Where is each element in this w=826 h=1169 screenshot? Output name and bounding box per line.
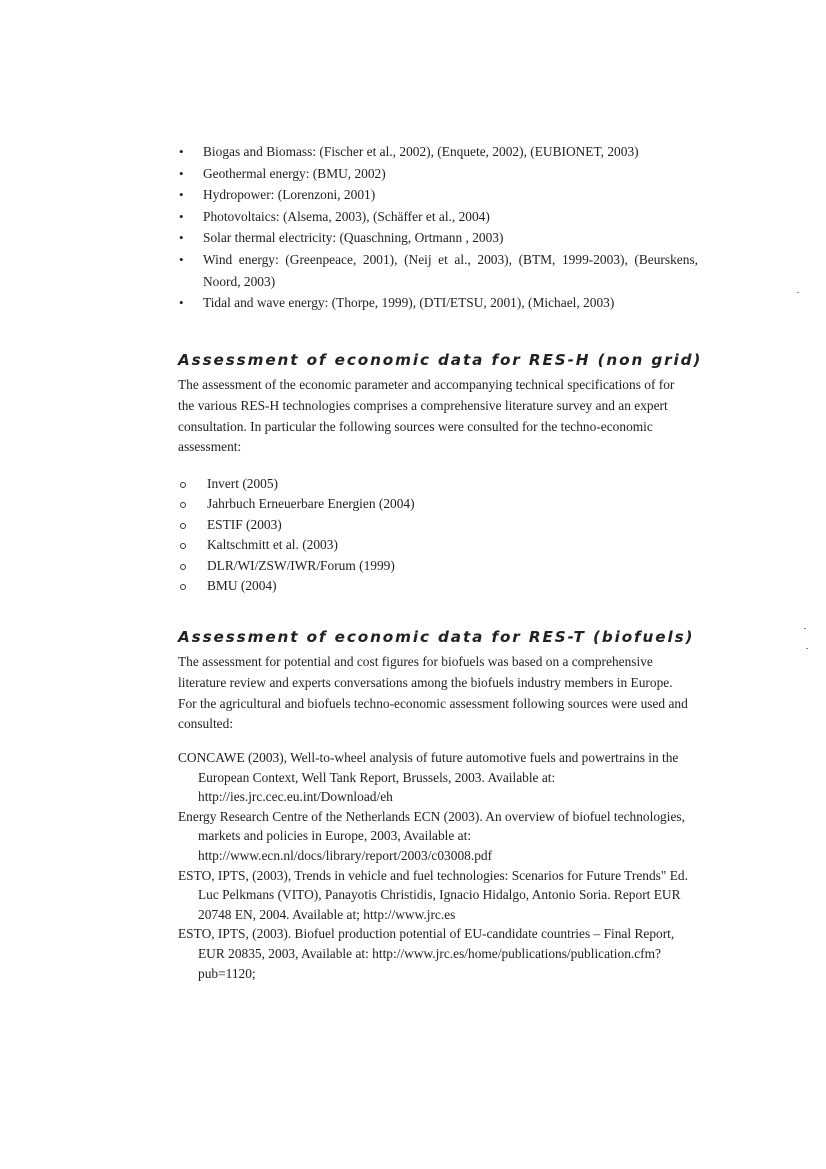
list-item: Jahrbuch Erneuerbare Energien (2004) <box>180 494 415 514</box>
list-item: Invert (2005) <box>180 474 415 494</box>
res-t-paragraph: The assessment for potential and cost figures for biofuels was based on a comprehensive literature review and experts conversations among the biofuels industry members in Europe. For the agricultural and biofuels techno-economic assessment following sources were used and consulted: <box>178 654 688 732</box>
reference-item: ESTO, IPTS, (2003). Biofuel production potential of EU-candidate countries – Final Report, EUR 20835, 2003, Available at: http://www.jrc.es/home/publications/publication.cfm?pub=1120; <box>178 926 675 981</box>
res-e-sources-list <box>178 141 698 314</box>
reference-item: CONCAWE (2003), Well-to-wheel analysis of future automotive fuels and powertrains in the European Context, Well Tank Report, Brussels, 2003. Available at: http://ies.jrc.cec.eu.int/Download/eh <box>178 750 679 805</box>
res-h-paragraph: The assessment of the economic parameter and accompanying technical specifications of for the various RES-H technologies comprises a comprehensive literature survey and an expert consultation. In particular the following sources were consulted for the techno-economic assessment: <box>178 377 675 455</box>
list-item: • Hydropower: (Lorenzoni, 2001) <box>178 184 698 206</box>
list-item: • Solar thermal electricity: (Quaschning, Ortmann , 2003) <box>178 227 698 249</box>
scan-speck <box>804 628 806 629</box>
list-item: • Tidal and wave energy: (Thorpe, 1999), (DTI/ETSU, 2001), (Michael, 2003) <box>178 292 698 314</box>
list-item: • Geothermal energy: (BMU, 2002) <box>178 163 698 185</box>
res-h-sources-list <box>180 474 415 596</box>
reference-item: Energy Research Centre of the Netherlands ECN (2003). An overview of biofuel technologies, markets and policies in Europe, 2003, Available at: http://www.ecn.nl/docs/library/report/2003/c03008.pdf <box>178 808 685 863</box>
list-item: DLR/WI/ZSW/IWR/Forum (1999) <box>180 556 415 576</box>
list-item: • Wind energy: (Greenpeace, 2001), (Neij et al., 2003), (BTM, 1999-2003), (Beurskens, Noord, 2003) <box>178 249 698 292</box>
list-item: Kaltschmitt et al. (2003) <box>180 535 415 555</box>
list-item: ESTIF (2003) <box>180 515 415 535</box>
scan-speck <box>806 648 808 649</box>
reference-list <box>178 748 700 983</box>
res-t-heading: Assessment of economic data for RES-T (biofuels) <box>178 628 695 646</box>
list-item: • Biogas and Biomass: (Fischer et al., 2002), (Enquete, 2002), (EUBIONET, 2003) <box>178 141 698 163</box>
reference-item: ESTO, IPTS, (2003), Trends in vehicle and fuel technologies: Scenarios for Future Trends" Ed. Luc Pelkmans (VITO), Panayotis Christidis, Ignacio Hidalgo, Antonio Soria. Report EUR 20748 EN, 2004. Available at; http://www.jrc.es <box>178 867 688 922</box>
res-h-heading: Assessment of economic data for RES-H (non grid) <box>178 351 703 369</box>
list-item: • Photovoltaics: (Alsema, 2003), (Schäffer et al., 2004) <box>178 206 698 228</box>
list-item: BMU (2004) <box>180 576 415 596</box>
scan-speck <box>797 292 799 293</box>
